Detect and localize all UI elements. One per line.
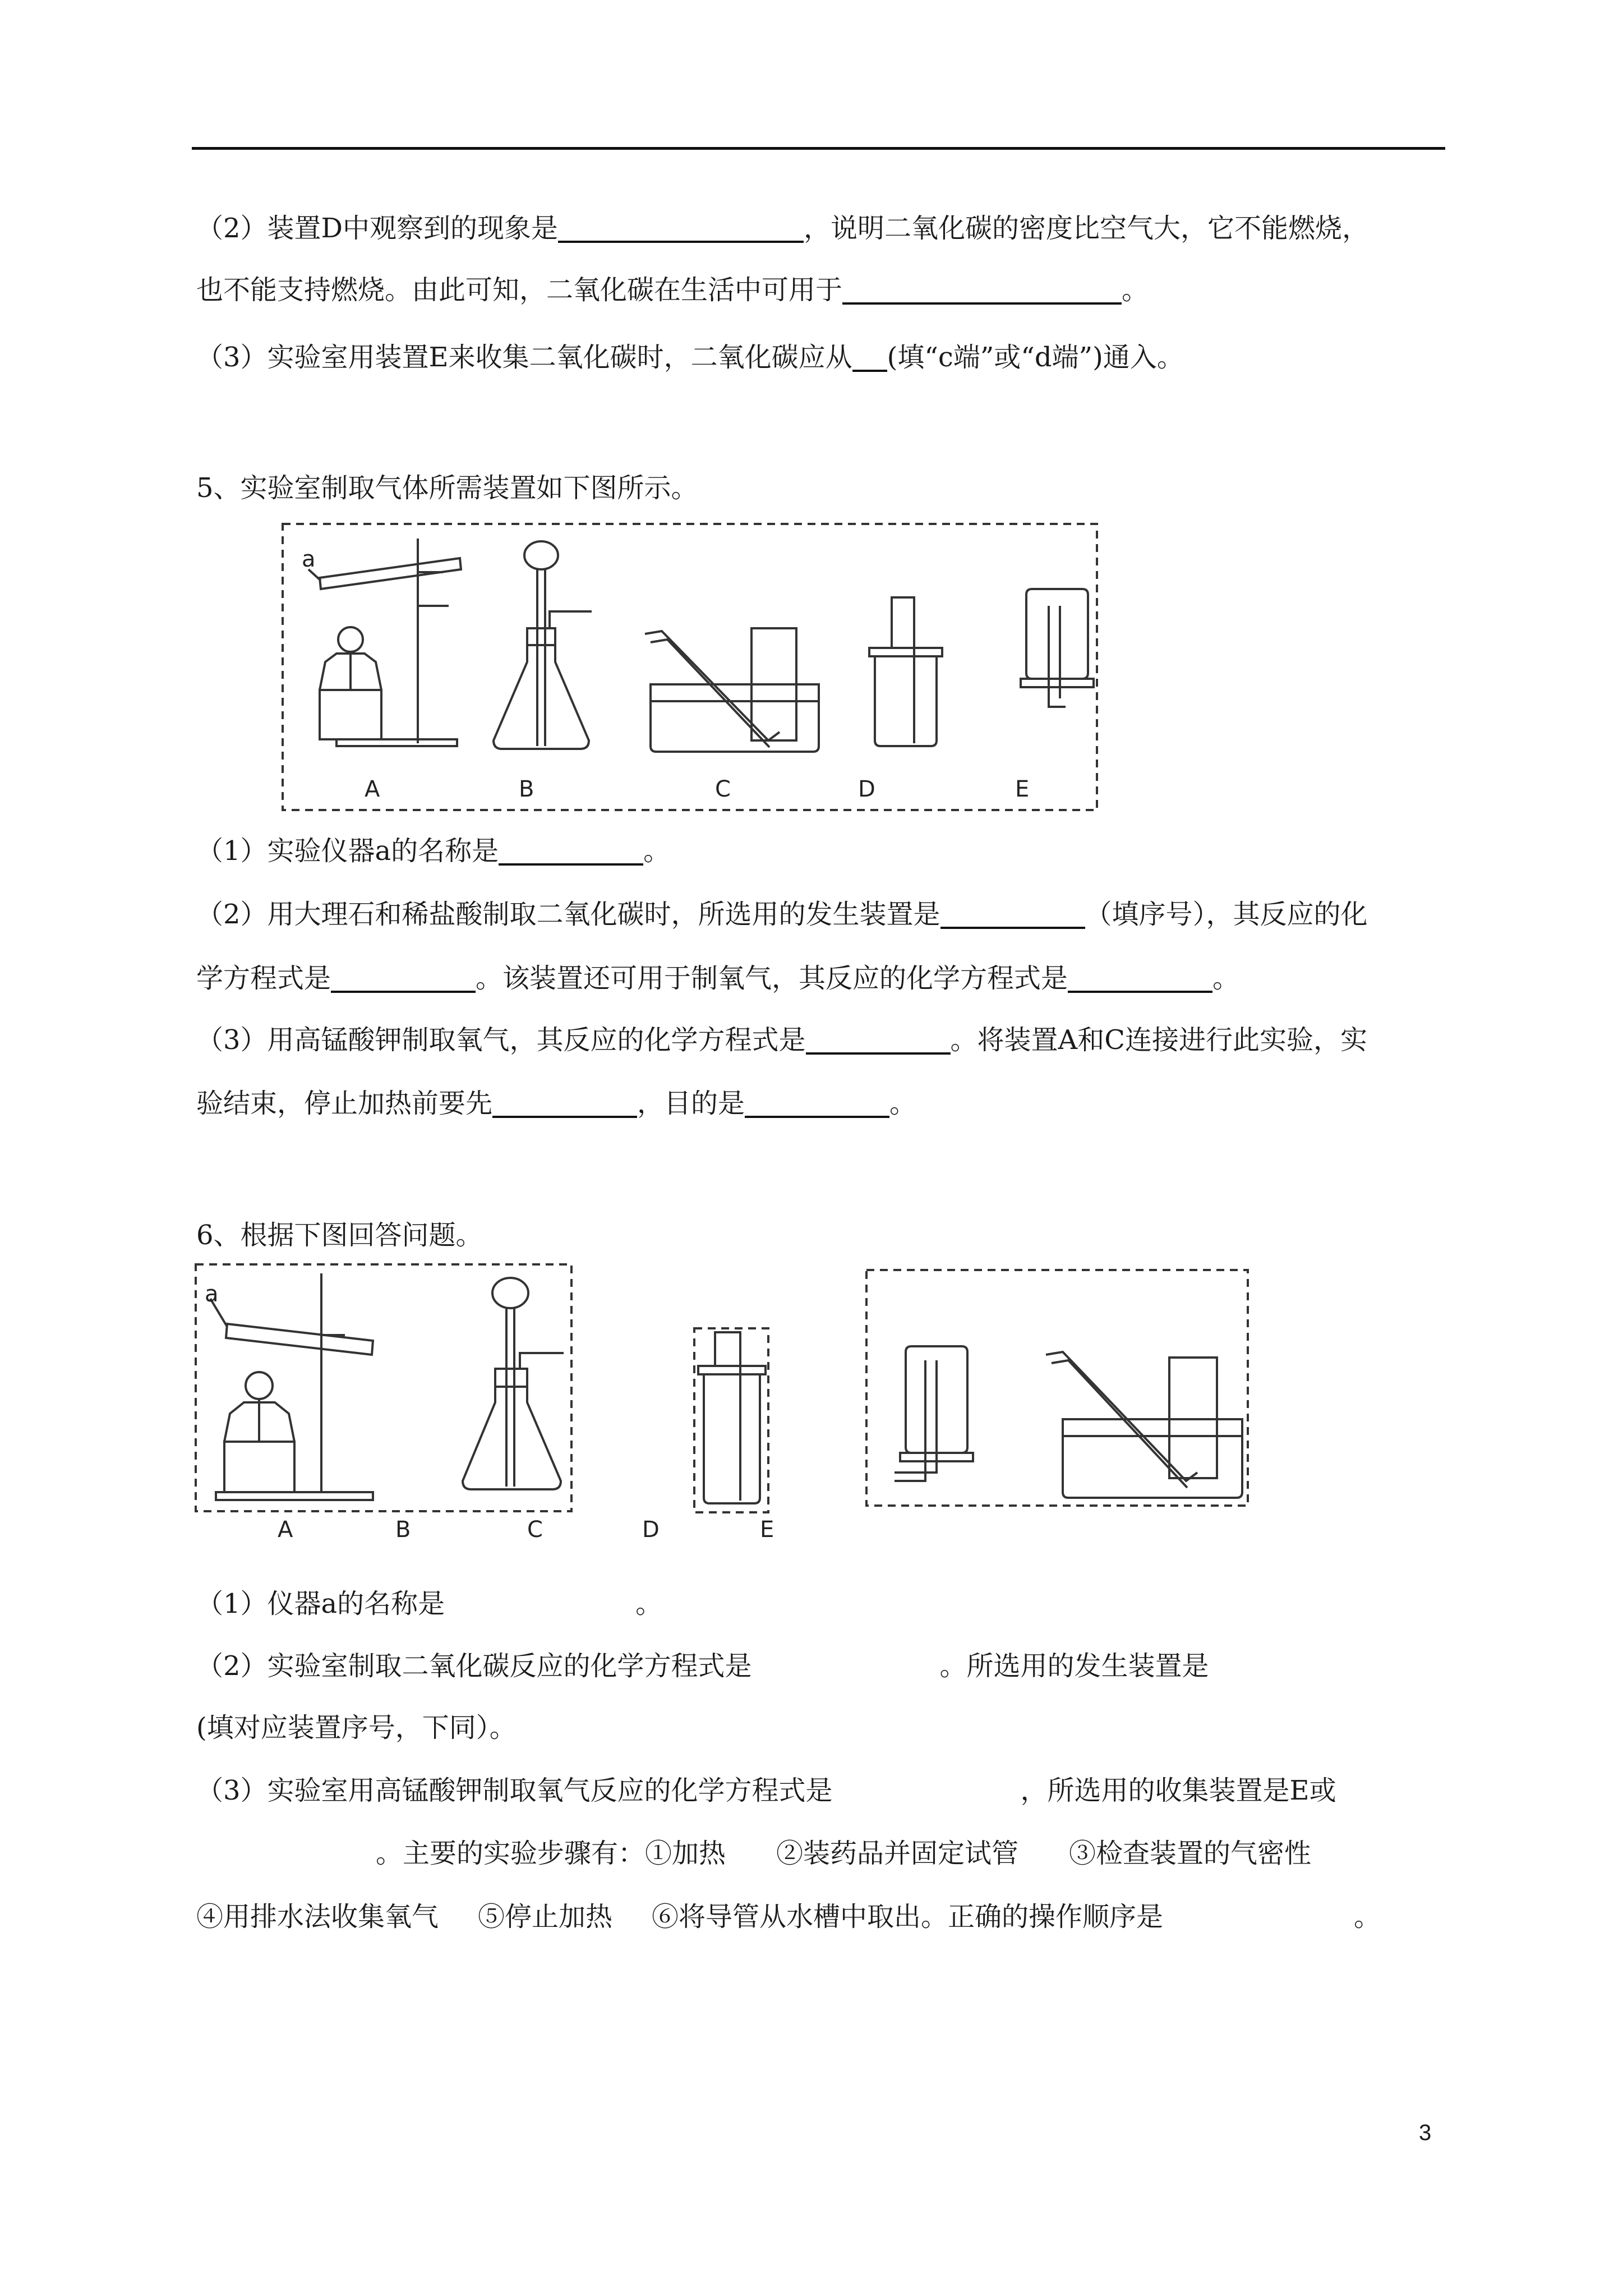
- q6-part3-text: ，所选用的收集装置是E或: [1020, 1775, 1336, 1806]
- figure-label-d: D: [642, 1517, 660, 1543]
- q4-part2-text: ，说明二氧化碳的密度比空气大，它不能燃烧，: [804, 213, 1370, 244]
- q5-part3-text: （3）用高锰酸钾制取氧气，其反应的化学方程式是: [196, 1024, 806, 1056]
- q6-part1-text: 。: [635, 1588, 663, 1619]
- q6-part3-line3: [196, 1899, 1381, 1935]
- q6-device-a-drawing: [210, 1273, 373, 1500]
- q6-part3-text: ⑥将导管从水槽中取出。正确的操作顺序是: [652, 1901, 1164, 1932]
- q4-part3-text: (填“c端”或“d端”)通入。: [887, 342, 1184, 373]
- q6-part3-text: ④用排水法收集氧气: [196, 1901, 439, 1932]
- q6-part3-text: 。主要的实验步骤有：①加热: [376, 1838, 726, 1869]
- q5-device-a-drawing: [308, 539, 461, 746]
- q6-device-c-drawing: [463, 1278, 564, 1489]
- figure-label-b: B: [395, 1517, 411, 1543]
- q5-device-d-drawing: [869, 597, 942, 746]
- q5-part3-text: ，目的是: [637, 1088, 745, 1119]
- q5-part2-text: 。该装置还可用于制氧气，其反应的化学方程式是: [476, 963, 1068, 994]
- figure-label-a: A: [365, 776, 380, 802]
- q6-part3-text: ⑤停止加热: [478, 1901, 613, 1932]
- header-rule: [192, 147, 1445, 150]
- figure-label-c: C: [527, 1517, 543, 1543]
- answer-blank[interactable]: [940, 898, 1085, 929]
- q5-part2-line1: [196, 896, 1368, 932]
- answer-blank[interactable]: [842, 273, 1122, 305]
- figure-label-a: A: [278, 1517, 293, 1543]
- q6-part3-text: ②装药品并固定试管: [776, 1838, 1019, 1869]
- q5-part3-line1: [196, 1022, 1367, 1058]
- q5-device-e-drawing: [1021, 589, 1094, 707]
- q6-part1-line: [196, 1586, 662, 1622]
- q5-device-b-drawing: [494, 541, 592, 749]
- q6-part2-text: （2）实验室制取二氧化碳反应的化学方程式是: [196, 1650, 752, 1682]
- answer-blank[interactable]: [492, 1087, 637, 1118]
- q4-part2-line1: [196, 210, 1369, 246]
- q5-part2-line2: [196, 960, 1239, 996]
- q5-part3-text: 验结束，停止加热前要先: [196, 1088, 493, 1119]
- q5-title: 5、实验室制取气体所需装置如下图所示。: [196, 472, 698, 504]
- q5-part3-text: 。将装置A和C连接进行此实验，实: [950, 1024, 1367, 1056]
- q6-part3-text: 。: [1354, 1901, 1381, 1932]
- figure-label-d: D: [858, 776, 875, 802]
- answer-blank[interactable]: [331, 961, 476, 993]
- q6-part2-text: 。所选用的发生装置是: [939, 1650, 1209, 1682]
- figure-label-e: E: [1015, 776, 1030, 802]
- q5-part3-text: 。: [889, 1088, 917, 1119]
- answer-blank[interactable]: [499, 834, 643, 866]
- q5-apparatus-figure: [280, 522, 1105, 813]
- q6-part3-text: ③检查装置的气密性: [1069, 1838, 1312, 1869]
- apparatus-a-label: a: [205, 1281, 219, 1307]
- q5-part3-line2: [196, 1085, 916, 1121]
- q6-part2-line1: [196, 1648, 1209, 1684]
- q6-title: 6、根据下图回答问题。: [196, 1220, 483, 1251]
- figure-label-c: C: [715, 776, 731, 802]
- q6-apparatus-figure: [193, 1262, 1259, 1543]
- q6-part3-text: （3）实验室用高锰酸钾制取氧气反应的化学方程式是: [196, 1775, 833, 1806]
- page-number: 3: [1419, 2120, 1432, 2145]
- q5-part1-text: 。: [643, 835, 671, 867]
- q4-part2-line2: [196, 272, 1149, 308]
- q5-part1-line: [196, 833, 670, 869]
- answer-blank[interactable]: [852, 341, 887, 372]
- q4-part2-text: （2）装置D中观察到的现象是: [196, 213, 559, 244]
- q4-part2-text: 也不能支持燃烧。由此可知，二氧化碳在生活中可用于: [196, 274, 843, 306]
- q6-device-e-drawing: [698, 1332, 766, 1503]
- q6-part1-text: （1）仪器a的名称是: [196, 1588, 445, 1619]
- q5-part2-text: （2）用大理石和稀盐酸制取二氧化碳时，所选用的发生装置是: [196, 899, 940, 930]
- q4-part3-line: [196, 339, 1184, 375]
- q5-part1-text: （1）实验仪器a的名称是: [196, 835, 499, 867]
- figure-label-e: E: [760, 1517, 774, 1543]
- q5-device-c-drawing: [645, 628, 819, 752]
- answer-blank[interactable]: [745, 1087, 889, 1118]
- q6-part3-line1: [196, 1773, 1336, 1809]
- q4-part2-text: 。: [1122, 274, 1149, 306]
- q4-part3-text: （3）实验室用装置E来收集二氧化碳时，二氧化碳应从: [196, 342, 852, 373]
- q5-part2-text: （填序号），其反应的化: [1085, 899, 1368, 930]
- answer-blank[interactable]: [806, 1023, 951, 1055]
- q6-part2-line2: (填对应装置序号，下同）。: [196, 1712, 517, 1743]
- q6-collection-devices-drawing: [895, 1346, 1242, 1498]
- apparatus-a-label: a: [302, 546, 316, 572]
- answer-blank[interactable]: [558, 211, 804, 243]
- q6-part3-line2: [196, 1835, 1311, 1871]
- answer-blank[interactable]: [1068, 961, 1212, 993]
- q5-part2-text: 学方程式是: [196, 963, 331, 994]
- q5-part2-text: 。: [1212, 963, 1240, 994]
- figure-label-b: B: [519, 776, 534, 802]
